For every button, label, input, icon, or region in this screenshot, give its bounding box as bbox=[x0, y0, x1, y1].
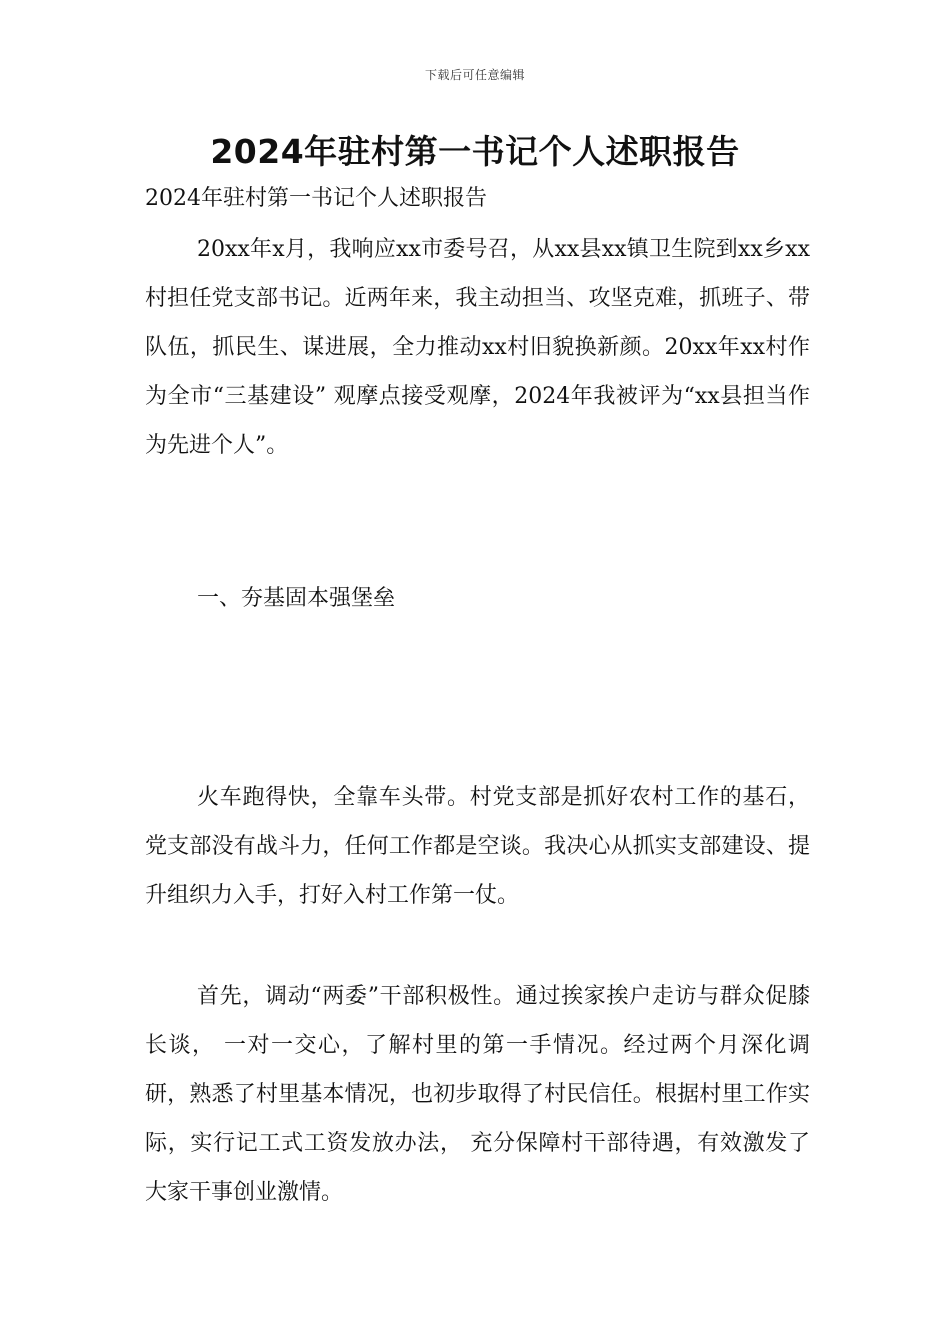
section-heading-1: 一、夯基固本强堡垒 bbox=[197, 586, 396, 611]
header-note: 下载后可任意编辑 bbox=[424, 68, 525, 82]
body-paragraph-1: 火车跑得快，全靠车头带。村党支部是抓好农村工作的基石，党支部没有战斗力，任何工作都是空谈。我决心从抓实支部建设、提升组织力入手，打好入村工作第一仗。 bbox=[145, 785, 810, 908]
page-title: 2024年驻村第一书记个人述职报告 bbox=[210, 132, 740, 171]
body-paragraph-2: 首先，调动“两委”干部积极性。通过挨家挨户走访与群众促膝长谈， 一对一交心，了解村里的第一手情况。经过两个月深化调研，熟悉了村里基本情况，也初步取得了村民信任。根据村里工作实际，实行记工式工资发放办法， 充分保障村干部待遇，有效激发了大家干事创业激情。 bbox=[145, 984, 810, 1205]
document-subtitle: 2024年驻村第一书记个人述职报告 bbox=[145, 186, 487, 211]
intro-paragraph: 20xx年x月，我响应xx市委号召，从xx县xx镇卫生院到xx乡xx村担任党支部书记。近两年来，我主动担当、攻坚克难，抓班子、带队伍，抓民生、谋进展，全力推动xx村旧貌换新颜。20xx年xx村作为全市“三基建设” 观摩点接受观摩，2024年我被评为“xx县担当作为先进个人”。 bbox=[145, 237, 810, 458]
